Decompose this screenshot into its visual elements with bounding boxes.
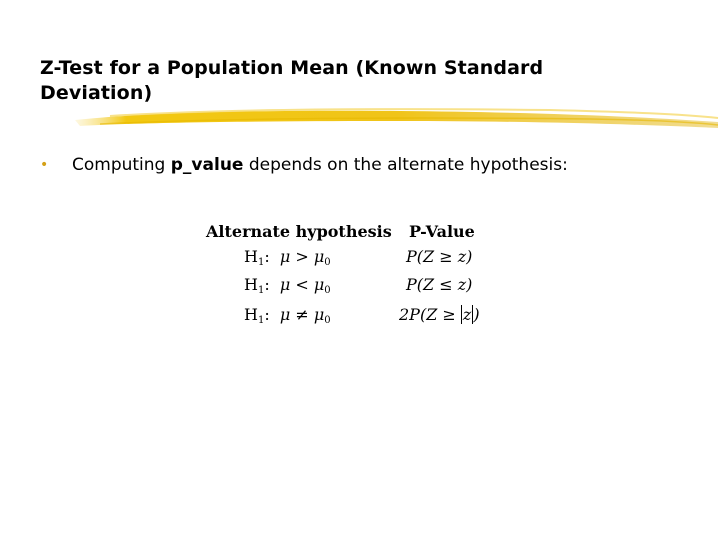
title-underline-brush [70, 104, 720, 132]
hypothesis-pvalue-table [200, 222, 500, 334]
hypothesis-cell: $H_1$: $\mu < \mu_0$ [244, 275, 331, 296]
header-p-value: P-Value [409, 222, 475, 241]
title-line-2: Deviation) [40, 82, 153, 104]
p-value-cell: 2P(Z ≥ z ) [399, 305, 480, 324]
hypothesis-cell: $H_1$: $\mu \ne \mu_0$ [244, 305, 331, 326]
bullet-marker: • [40, 157, 49, 173]
bullet-bold-term: p_value [170, 155, 244, 175]
bullet-text-after: depends on the alternate hypothesis: [243, 155, 568, 175]
slide-title [40, 56, 600, 106]
header-alternate-hypothesis: Alternate hypothesis [206, 222, 392, 241]
table-row [200, 305, 500, 327]
hypothesis-cell: $H_1$: $\mu > \mu_0$ [244, 247, 331, 268]
absolute-value-z: z [462, 305, 472, 324]
table-row [200, 247, 500, 269]
p-value-cell: P(Z ≥ z) [406, 247, 473, 266]
title-line-1: Z-Test for a Population Mean (Known Standard [40, 57, 544, 79]
bullet-text-before: Computing [72, 155, 171, 175]
p-value-cell: P(Z ≤ z) [406, 275, 473, 294]
table-row [200, 275, 500, 297]
bullet-text [72, 153, 568, 177]
